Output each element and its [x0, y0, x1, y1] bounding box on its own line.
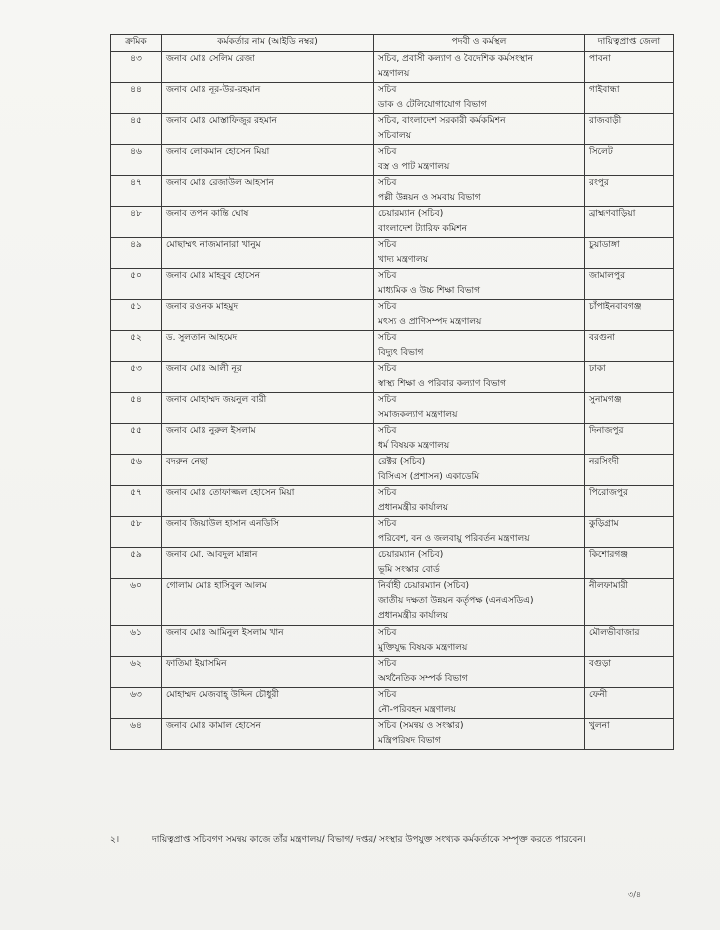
cell-serial: ৪৫ [111, 114, 162, 145]
post-line: ধর্ম বিষয়ক মন্ত্রণালয় [378, 441, 450, 451]
cell-officer-name: জনাব মো. আবদুল মান্নান [162, 548, 374, 579]
cell-district: দিনাজপুর [585, 424, 674, 455]
cell-officer-name: ফাতিমা ইয়াসমিন [162, 657, 374, 688]
cell-post [374, 114, 585, 145]
header-name: কর্মকর্তার নাম (আইডি নম্বর) [162, 35, 374, 52]
table-row [111, 719, 674, 750]
post-line: সচিব [378, 333, 397, 343]
cell-district: নরসিংদী [585, 455, 674, 486]
cell-post [374, 52, 585, 83]
post-line: নির্বাহী চেয়ারম্যান (সচিব) [378, 581, 469, 591]
cell-post [374, 486, 585, 517]
cell-district: রাজবাড়ী [585, 114, 674, 145]
table-row [111, 238, 674, 269]
cell-serial: ৬৪ [111, 719, 162, 750]
table-row [111, 83, 674, 114]
cell-officer-name: জনাব রওনক মাহমুদ [162, 300, 374, 331]
post-line: রেক্টর (সচিব) [378, 457, 426, 467]
cell-district: চাঁপাইনবাবগঞ্জ [585, 300, 674, 331]
cell-district: সিলেট [585, 145, 674, 176]
cell-post [374, 83, 585, 114]
post-line: মন্ত্রণালয় [378, 69, 410, 79]
table-row [111, 424, 674, 455]
cell-serial: ৬২ [111, 657, 162, 688]
table-row [111, 207, 674, 238]
cell-post [374, 362, 585, 393]
table-row [111, 393, 674, 424]
cell-serial: ৪৩ [111, 52, 162, 83]
cell-serial: ৫১ [111, 300, 162, 331]
post-line: মন্ত্রিপরিষদ বিভাগ [378, 736, 441, 746]
cell-post [374, 455, 585, 486]
cell-officer-name: মোছাম্মৎ নাজমানারা খানুম [162, 238, 374, 269]
cell-district: মৌলভীবাজার [585, 626, 674, 657]
table-row [111, 52, 674, 83]
table-row [111, 517, 674, 548]
cell-officer-name: জনাব লোকমান হোসেন মিয়া [162, 145, 374, 176]
post-line: খাদ্য মন্ত্রণালয় [378, 255, 429, 265]
post-line: বিসিএস (প্রশাসন) একাডেমি [378, 472, 480, 482]
table-row [111, 688, 674, 719]
table-row [111, 331, 674, 362]
cell-serial: ৪৪ [111, 83, 162, 114]
cell-post [374, 331, 585, 362]
cell-post [374, 626, 585, 657]
cell-officer-name: বদরুন নেছা [162, 455, 374, 486]
post-line: চেয়ারম্যান (সচিব) [378, 209, 444, 219]
table-row [111, 145, 674, 176]
cell-district: কিশোরগঞ্জ [585, 548, 674, 579]
cell-post [374, 548, 585, 579]
post-line: সচিব [378, 690, 397, 700]
post-line: সচিবালয় [378, 131, 412, 141]
post-line: মাধ্যমিক ও উচ্চ শিক্ষা বিভাগ [378, 286, 481, 296]
cell-district: রংপুর [585, 176, 674, 207]
cell-post [374, 579, 585, 626]
cell-district: খুলনা [585, 719, 674, 750]
cell-district: জামালপুর [585, 269, 674, 300]
table-row [111, 176, 674, 207]
cell-officer-name: জনাব মোঃ সেলিম রেজা [162, 52, 374, 83]
cell-district: গাইবান্ধা [585, 83, 674, 114]
post-line: বাংলাদেশ ট্যারিফ কমিশন [378, 224, 467, 234]
table-row [111, 362, 674, 393]
post-line: সচিব [378, 395, 397, 405]
post-line: প্রধানমন্ত্রীর কার্যালয় [378, 503, 449, 513]
post-line: সচিব [378, 659, 397, 669]
table-row [111, 486, 674, 517]
cell-district: বগুড়া [585, 657, 674, 688]
cell-post [374, 688, 585, 719]
post-line: পরিবেশ, বন ও জলবায়ু পরিবর্তন মন্ত্রণালয় [378, 534, 530, 544]
cell-post [374, 207, 585, 238]
cell-district: সুনামগঞ্জ [585, 393, 674, 424]
cell-officer-name: মোহাম্মদ মেজবাহ্ উদ্দিন চৌধুরী [162, 688, 374, 719]
cell-post [374, 238, 585, 269]
cell-serial: ৬০ [111, 579, 162, 626]
cell-serial: ৬৩ [111, 688, 162, 719]
cell-post [374, 424, 585, 455]
post-line: সচিব, বাংলাদেশ সরকারী কর্মকমিশন [378, 116, 506, 126]
table-row [111, 114, 674, 145]
cell-serial: ৫৪ [111, 393, 162, 424]
post-line: সচিব [378, 426, 397, 436]
cell-post [374, 393, 585, 424]
post-line: সচিব [378, 178, 397, 188]
post-line: প্রধানমন্ত্রীর কার্যালয় [378, 611, 449, 621]
cell-post [374, 300, 585, 331]
post-line: মুক্তিযুদ্ধ বিষয়ক মন্ত্রণালয় [378, 643, 468, 653]
cell-serial: ৫৩ [111, 362, 162, 393]
table-body [111, 52, 674, 750]
cell-serial: ৫০ [111, 269, 162, 300]
cell-officer-name: গোলাম মোঃ হাসিবুল আলম [162, 579, 374, 626]
cell-serial: ৫৬ [111, 455, 162, 486]
post-line: পল্লী উন্নয়ন ও সমবায় বিভাগ [378, 193, 481, 203]
post-line: বিদ্যুৎ বিভাগ [378, 348, 424, 358]
cell-serial: ৫৭ [111, 486, 162, 517]
post-line: সচিব [378, 240, 397, 250]
cell-post [374, 719, 585, 750]
cell-officer-name: জনাব মোঃ মাহবুব হোসেন [162, 269, 374, 300]
cell-district: চুয়াডাঙ্গা [585, 238, 674, 269]
page-number: ৩/৪ [628, 890, 642, 899]
table-row [111, 657, 674, 688]
table-row [111, 455, 674, 486]
table-row [111, 269, 674, 300]
post-line: সচিব [378, 628, 397, 638]
table-header-row [111, 35, 674, 52]
post-line: সচিব, প্রবাসী কল্যাণ ও বৈদেশিক কর্মসংস্থান [378, 54, 533, 64]
cell-officer-name: জনাব মোঃ কামাল হোসেন [162, 719, 374, 750]
cell-post [374, 269, 585, 300]
header-serial: ক্রমিক [111, 35, 162, 52]
cell-serial: ৪৬ [111, 145, 162, 176]
cell-post [374, 145, 585, 176]
cell-district: পিরোজপুর [585, 486, 674, 517]
cell-district: কুড়িগ্রাম [585, 517, 674, 548]
cell-serial: ৪৭ [111, 176, 162, 207]
post-line: সচিব [378, 488, 397, 498]
header-district: দায়িত্বপ্রাপ্ত জেলা [585, 35, 674, 52]
post-line: সচিব (সমন্বয় ও সংস্কার) [378, 721, 464, 731]
cell-officer-name: জনাব তপন কান্তি ঘোষ [162, 207, 374, 238]
table-row [111, 548, 674, 579]
cell-district: পাবনা [585, 52, 674, 83]
table-row [111, 626, 674, 657]
cell-officer-name: জনাব মোহাম্মদ জয়নুল বারী [162, 393, 374, 424]
post-line: স্বাস্থ্য শিক্ষা ও পরিবার কল্যাণ বিভাগ [378, 379, 507, 389]
footnote-text: দায়িত্বপ্রাপ্ত সচিবগণ সমন্বয় কাজে তাঁর মন্ত্রণালয়/ বিভাগ/ দপ্তর/ সংস্থার উপযুক্ত সংখ্যক কর্মকর্তাকে সম্পৃক্ত করতে পারবেন। [152, 835, 586, 845]
cell-officer-name: জনাব জিয়াউল হাসান এনডিসি [162, 517, 374, 548]
cell-officer-name: জনাব মোঃ নূর-উর-রহমান [162, 83, 374, 114]
cell-serial: ৪৯ [111, 238, 162, 269]
cell-serial: ৬১ [111, 626, 162, 657]
post-line: সচিব [378, 364, 397, 374]
post-line: সচিব [378, 147, 397, 157]
post-line: চেয়ারম্যান (সচিব) [378, 550, 444, 560]
cell-post [374, 657, 585, 688]
cell-serial: ৪৮ [111, 207, 162, 238]
cell-officer-name: জনাব মোঃ আলী নূর [162, 362, 374, 393]
cell-district: বরগুনা [585, 331, 674, 362]
cell-officer-name: জনাব মোঃ তোফাজ্জল হোসেন মিয়া [162, 486, 374, 517]
cell-post [374, 176, 585, 207]
footnote [110, 832, 680, 847]
table-row [111, 300, 674, 331]
table-row [111, 579, 674, 626]
cell-officer-name: ড. সুলতান আহমেদ [162, 331, 374, 362]
post-line: মৎস্য ও প্রাণিসম্পদ মন্ত্রণালয় [378, 317, 482, 327]
header-post: পদবী ও কর্মস্থল [374, 35, 585, 52]
cell-officer-name: জনাব মোঃ মোস্তাফিজুর রহমান [162, 114, 374, 145]
post-line: সচিব [378, 519, 397, 529]
cell-serial: ৫৫ [111, 424, 162, 455]
cell-district: ফেনী [585, 688, 674, 719]
cell-district: ঢাকা [585, 362, 674, 393]
post-line: ভূমি সংস্কার বোর্ড [378, 565, 440, 575]
officer-roster-table [110, 34, 674, 750]
cell-serial: ৫৮ [111, 517, 162, 548]
footnote-number: ২। [110, 835, 120, 845]
cell-officer-name: জনাব মোঃ নুরুল ইসলাম [162, 424, 374, 455]
post-line: অর্থনৈতিক সম্পর্ক বিভাগ [378, 674, 468, 684]
cell-serial: ৫৯ [111, 548, 162, 579]
post-line: ডাক ও টেলিযোগাযোগ বিভাগ [378, 100, 487, 110]
cell-district: ব্রাহ্মণবাড়িয়া [585, 207, 674, 238]
cell-officer-name: জনাব মোঃ আমিনুল ইসলাম খান [162, 626, 374, 657]
post-line: সচিব [378, 302, 397, 312]
cell-district: নীলফামারী [585, 579, 674, 626]
post-line: সচিব [378, 271, 397, 281]
post-line: সচিব [378, 85, 397, 95]
post-line: সমাজকল্যাণ মন্ত্রণালয় [378, 410, 458, 420]
cell-post [374, 517, 585, 548]
post-line: বস্ত্র ও পাট মন্ত্রণালয় [378, 162, 450, 172]
cell-serial: ৫২ [111, 331, 162, 362]
post-line: নৌ-পরিবহন মন্ত্রণালয় [378, 705, 456, 715]
cell-officer-name: জনাব মোঃ রেজাউল আহসান [162, 176, 374, 207]
post-line: জাতীয় দক্ষতা উন্নয়ন কর্তৃপক্ষ (এনএসডিএ) [378, 596, 534, 606]
